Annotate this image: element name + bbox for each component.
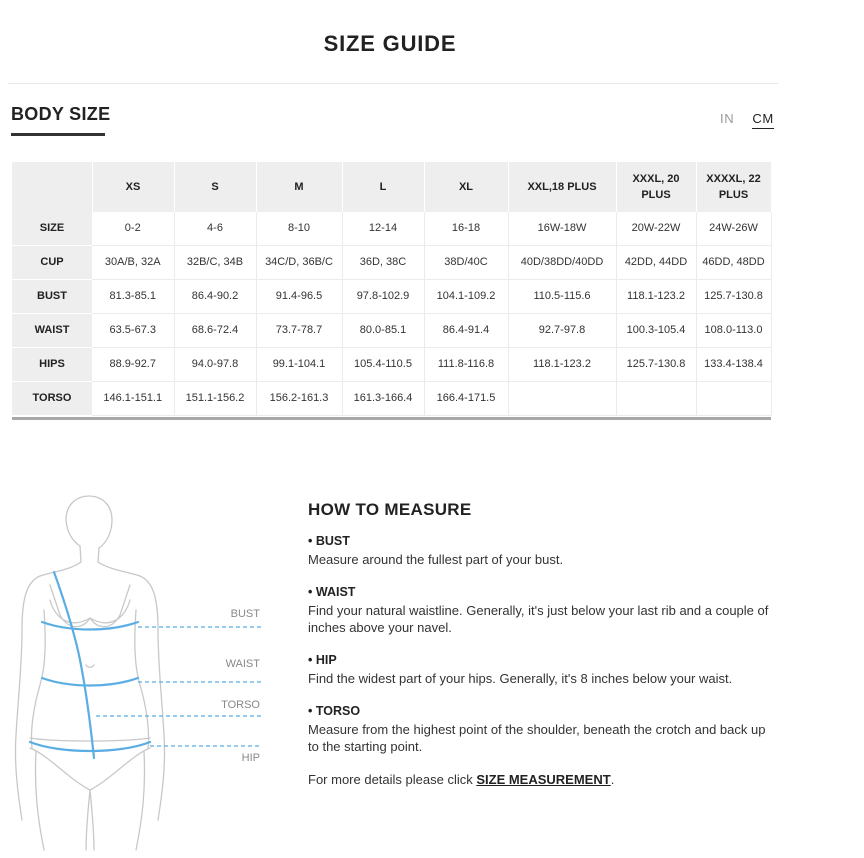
measure-description: Measure around the fullest part of your bust. bbox=[308, 552, 564, 567]
table-cell: 4-6 bbox=[174, 212, 256, 245]
measure-item-bust bbox=[308, 534, 778, 568]
table-cell bbox=[696, 381, 771, 415]
table-cell: 73.7-78.7 bbox=[256, 313, 342, 347]
table-cell: 80.0-85.1 bbox=[342, 313, 424, 347]
table-cell: 81.3-85.1 bbox=[92, 279, 174, 313]
table-row bbox=[12, 313, 771, 347]
more-details bbox=[308, 772, 778, 787]
table-row bbox=[12, 279, 771, 313]
table-cell: 125.7-130.8 bbox=[616, 347, 696, 381]
column-header: M bbox=[256, 162, 342, 212]
table-cell: 42DD, 44DD bbox=[616, 245, 696, 279]
header-divider bbox=[8, 83, 778, 84]
table-cell: 46DD, 48DD bbox=[696, 245, 771, 279]
measure-description: Measure from the highest point of the shoulder, beneath the crotch and back up to the starting point. bbox=[308, 722, 766, 754]
column-header: L bbox=[342, 162, 424, 212]
table-cell: 38D/40C bbox=[424, 245, 508, 279]
table-cell: 99.1-104.1 bbox=[256, 347, 342, 381]
measure-heading: • HIP bbox=[308, 653, 337, 667]
table-cell: 125.7-130.8 bbox=[696, 279, 771, 313]
measure-item-torso bbox=[308, 704, 778, 755]
row-label: BUST bbox=[12, 279, 92, 313]
table-cell: 94.0-97.8 bbox=[174, 347, 256, 381]
measure-heading: • BUST bbox=[308, 534, 350, 548]
table-row bbox=[12, 212, 771, 245]
row-label: CUP bbox=[12, 245, 92, 279]
table-cell: 166.4-171.5 bbox=[424, 381, 508, 415]
table-cell: 12-14 bbox=[342, 212, 424, 245]
table-cell: 63.5-67.3 bbox=[92, 313, 174, 347]
row-label: WAIST bbox=[12, 313, 92, 347]
table-cell: 92.7-97.8 bbox=[508, 313, 616, 347]
waist-label: WAIST bbox=[225, 658, 260, 670]
table-cell: 16-18 bbox=[424, 212, 508, 245]
table-cell: 156.2-161.3 bbox=[256, 381, 342, 415]
how-to-measure-section bbox=[308, 500, 778, 787]
table-cell: 111.8-116.8 bbox=[424, 347, 508, 381]
table-cell bbox=[616, 381, 696, 415]
corner-cell bbox=[12, 162, 92, 212]
table-cell: 91.4-96.5 bbox=[256, 279, 342, 313]
table-cell: 105.4-110.5 bbox=[342, 347, 424, 381]
row-label: TORSO bbox=[12, 381, 92, 415]
table-cell: 151.1-156.2 bbox=[174, 381, 256, 415]
table-cell: 20W-22W bbox=[616, 212, 696, 245]
table-cell: 97.8-102.9 bbox=[342, 279, 424, 313]
unit-in-button[interactable]: IN bbox=[720, 111, 735, 126]
table-cell: 24W-26W bbox=[696, 212, 771, 245]
body-size-underline bbox=[11, 133, 105, 136]
hip-label: HIP bbox=[241, 752, 260, 764]
table-row bbox=[12, 347, 771, 381]
table-cell: 34C/D, 36B/C bbox=[256, 245, 342, 279]
table-cell: 100.3-105.4 bbox=[616, 313, 696, 347]
table-cell: 68.6-72.4 bbox=[174, 313, 256, 347]
table-cell: 118.1-123.2 bbox=[508, 347, 616, 381]
column-header: XXXXL, 22 PLUS bbox=[696, 162, 771, 212]
table-cell: 86.4-91.4 bbox=[424, 313, 508, 347]
row-label: HIPS bbox=[12, 347, 92, 381]
unit-toggle bbox=[720, 111, 774, 129]
table-cell: 146.1-151.1 bbox=[92, 381, 174, 415]
column-header: XS bbox=[92, 162, 174, 212]
table-row bbox=[12, 381, 771, 415]
column-header: XXL,18 PLUS bbox=[508, 162, 616, 212]
row-label: SIZE bbox=[12, 212, 92, 245]
table-header-row bbox=[12, 162, 771, 212]
measure-item-hip bbox=[308, 653, 778, 687]
body-outline-illustration bbox=[0, 490, 300, 853]
table-cell: 133.4-138.4 bbox=[696, 347, 771, 381]
column-header: S bbox=[174, 162, 256, 212]
table-cell: 40D/38DD/40DD bbox=[508, 245, 616, 279]
unit-cm-button[interactable]: CM bbox=[752, 111, 773, 129]
more-details-text: For more details please click bbox=[308, 772, 477, 787]
torso-label: TORSO bbox=[221, 699, 260, 711]
size-table bbox=[12, 162, 772, 416]
table-cell: 104.1-109.2 bbox=[424, 279, 508, 313]
how-to-measure-title: HOW TO MEASURE bbox=[308, 500, 472, 519]
page-title: SIZE GUIDE bbox=[323, 31, 457, 56]
measure-item-waist bbox=[308, 585, 778, 636]
size-measurement-link[interactable]: SIZE MEASUREMENT bbox=[476, 772, 611, 787]
table-cell: 110.5-115.6 bbox=[508, 279, 616, 313]
table-bottom-rule bbox=[12, 417, 771, 420]
measure-heading: • TORSO bbox=[308, 704, 361, 718]
table-cell: 118.1-123.2 bbox=[616, 279, 696, 313]
more-details-suffix: . bbox=[610, 772, 615, 787]
table-cell bbox=[508, 381, 616, 415]
measure-heading: • WAIST bbox=[308, 585, 356, 599]
table-cell: 88.9-92.7 bbox=[92, 347, 174, 381]
measure-description: Find the widest part of your hips. Generally, it's 8 inches below your waist. bbox=[308, 671, 733, 686]
table-cell: 108.0-113.0 bbox=[696, 313, 771, 347]
body-measurement-figure bbox=[0, 490, 300, 853]
bust-label: BUST bbox=[230, 608, 260, 620]
body-size-title: BODY SIZE bbox=[11, 104, 111, 124]
table-cell: 8-10 bbox=[256, 212, 342, 245]
column-header: XL bbox=[424, 162, 508, 212]
column-header: XXXL, 20 PLUS bbox=[616, 162, 696, 212]
table-cell: 0-2 bbox=[92, 212, 174, 245]
table-cell: 161.3-166.4 bbox=[342, 381, 424, 415]
measure-description: Find your natural waistline. Generally, it's just below your last rib and a couple of inches above your navel. bbox=[308, 603, 769, 635]
table-cell: 16W-18W bbox=[508, 212, 616, 245]
table-row bbox=[12, 245, 771, 279]
table-cell: 30A/B, 32A bbox=[92, 245, 174, 279]
table-cell: 86.4-90.2 bbox=[174, 279, 256, 313]
table-cell: 32B/C, 34B bbox=[174, 245, 256, 279]
table-cell: 36D, 38C bbox=[342, 245, 424, 279]
